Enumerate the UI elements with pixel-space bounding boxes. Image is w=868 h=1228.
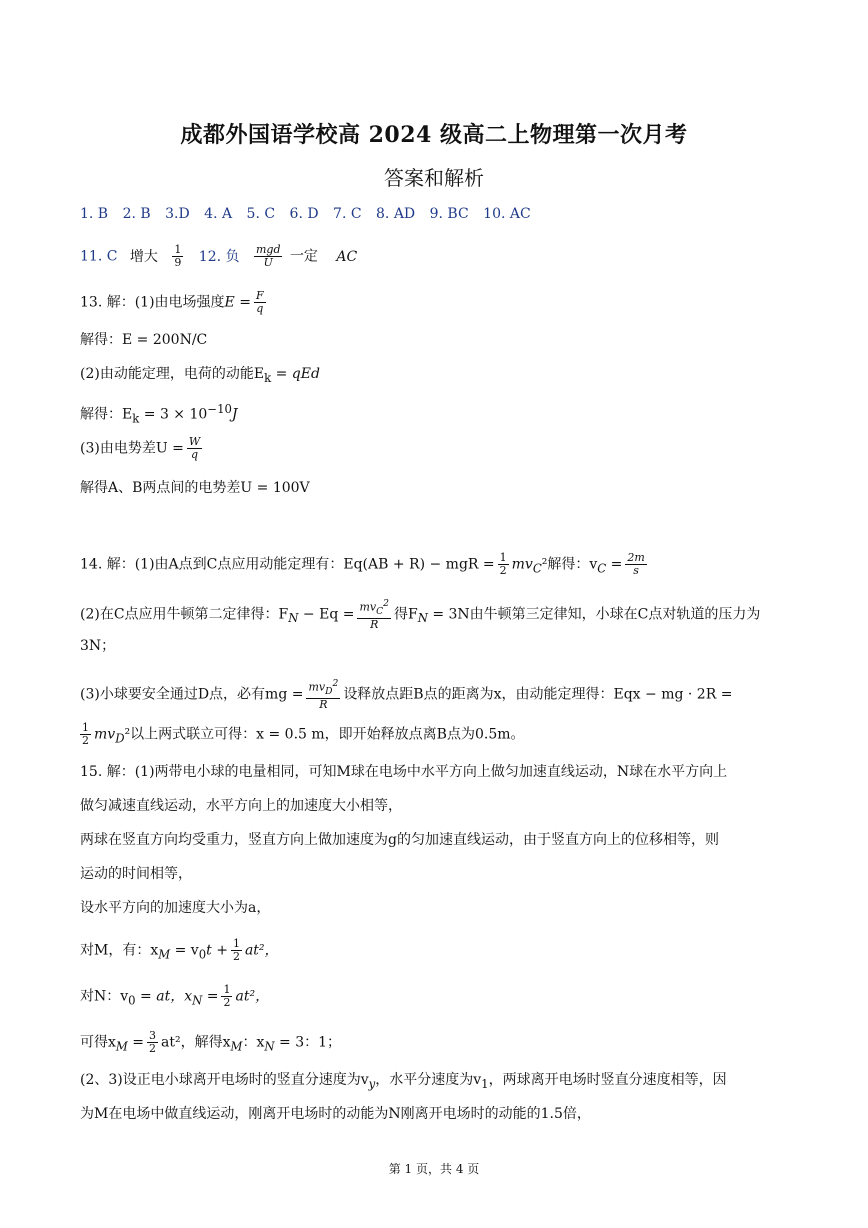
q15-line-6: 对M，有：$x_M = v_0t$ + $\frac{1}{2}$ at²，: [80, 937, 279, 963]
answer-row-1: [80, 204, 541, 224]
fraction: $\frac{1}{2}$: [499, 551, 507, 577]
q13-line-3: (2)由动能定理，电荷的动能$E_k$ = qEd: [80, 366, 320, 385]
q15-line-3: 两球在竖直方向均受重力，竖直方向上做加速度为g的匀加速直线运动，由于竖直方向上的位移相等，则: [80, 832, 719, 848]
page-subtitle: 答案和解析: [384, 166, 484, 190]
q14-line-1: 14. 解：(1)由A点到C点应用动能定理有：Eq(AB + R) − mgR = $\frac{1}{2}$ $mv_C^2$解得：$v_C$ = $\frac{2m}{s}$: [80, 551, 645, 577]
answer-item: 8. AD: [376, 206, 416, 222]
q15-line-7: 对N：$v_0$ = at，$x_N$ = $\frac{1}{2}$ at²，: [80, 983, 270, 1009]
q12-text: 一定: [289, 248, 318, 265]
fraction: $\frac{2m}{s}$: [627, 551, 645, 577]
q12-label: 12. 负: [198, 248, 240, 265]
q13-line-2: 解得：E = 200N/C: [80, 332, 208, 348]
q14-line-2: (2)在C点应用牛顿第二定律得：$F_N - Eq$ = $\frac{mv_C^2}{R}$ 得$F_N = 3N$由牛顿第三定律知，小球在C点对轨道的压力为: [80, 598, 761, 631]
q11-text: 增大: [129, 248, 158, 265]
fraction: $\frac{1}{2}$: [232, 937, 240, 963]
q12-fraction: $\frac{\text{mgd}}{U}$: [255, 243, 281, 269]
q15-line-8: 可得$x_M$ = $\frac{3}{2}$ at²，解得$x_M$：$x_N = 3$：1；: [80, 1029, 342, 1055]
answer-item: 9. BC: [429, 206, 469, 222]
fraction: $\frac{W}{q}$: [188, 435, 201, 461]
answer-item: 2. B: [122, 206, 151, 222]
q13-line-5: (3)由电势差U = $\frac{W}{q}$: [80, 435, 201, 461]
answer-item: 5. C: [246, 206, 276, 222]
q14-line-3: 3N；: [80, 638, 116, 654]
fraction: $\frac{mv_C^2}{R}$: [359, 598, 389, 631]
q11-fraction: $\frac{1}{9}$: [174, 243, 182, 269]
answer-item: 10. AC: [483, 206, 531, 222]
q15-line-1: 15. 解：(1)两带电小球的电量相同，可知M球在电场中水平方向上做匀加速直线运动，N球在水平方向上: [80, 764, 728, 780]
q15-line-10: 为M在电场中做直线运动，刚离开电场时的动能为N刚离开电场时的动能的1.5倍，: [80, 1106, 591, 1122]
q14-line-4: (3)小球要安全通过D点，必有mg = $\frac{mv_D^2}{R}$ 设释放点距B点的距离为x，由动能定理得：Eqx − mg · 2R =: [80, 678, 733, 711]
answer-item: 3.D: [165, 206, 190, 222]
q15-line-5: 设水平方向的加速度大小为a，: [80, 900, 271, 916]
q15-line-9: (2、3)设正电小球离开电场时的竖直分速度为$v_y$，水平分速度为$v_1$，两球离开电场时竖直分速度相等，因: [80, 1072, 727, 1091]
q13-line-4: 解得：$E_k = 3 \times 10^{-10}J$: [80, 402, 238, 426]
q15-line-4: 运动的时间相等，: [80, 866, 192, 882]
q13-line-6: 解得A、B两点间的电势差U = 100V: [80, 480, 310, 496]
q15-line-2: 做匀减速直线运动，水平方向上的加速度大小相等，: [80, 798, 402, 814]
fraction: $\frac{1}{2}$: [223, 983, 231, 1009]
answer-item: 1. B: [80, 206, 109, 222]
answer-item: 6. D: [289, 206, 319, 222]
answer-item: 4. A: [204, 206, 233, 222]
q11-label: 11. C: [80, 248, 118, 265]
q12-choice: AC: [336, 248, 358, 265]
page-footer: 第 1 页，共 4 页: [388, 1162, 480, 1176]
page-title: 成都外国语学校高 2024 级高二上物理第一次月考: [180, 122, 688, 148]
fraction: $\frac{mv_D^2}{R}$: [308, 678, 339, 711]
fraction: $\frac{1}{2}$: [82, 721, 89, 747]
fraction: $\frac{3}{2}$: [149, 1029, 157, 1055]
q13-line-1: 13. 解：(1)由电场强度E = $\frac{F}{q}$: [80, 289, 264, 315]
fraction: $\frac{F}{q}$: [255, 289, 264, 315]
answer-row-2: [80, 244, 357, 269]
answer-item: 7. C: [333, 206, 362, 222]
q14-line-5: $\frac{1}{2}$ $mv_D^2$以上两式联立可得：x = 0.5 m，即开始释放点离B点为0.5m。: [82, 721, 525, 747]
